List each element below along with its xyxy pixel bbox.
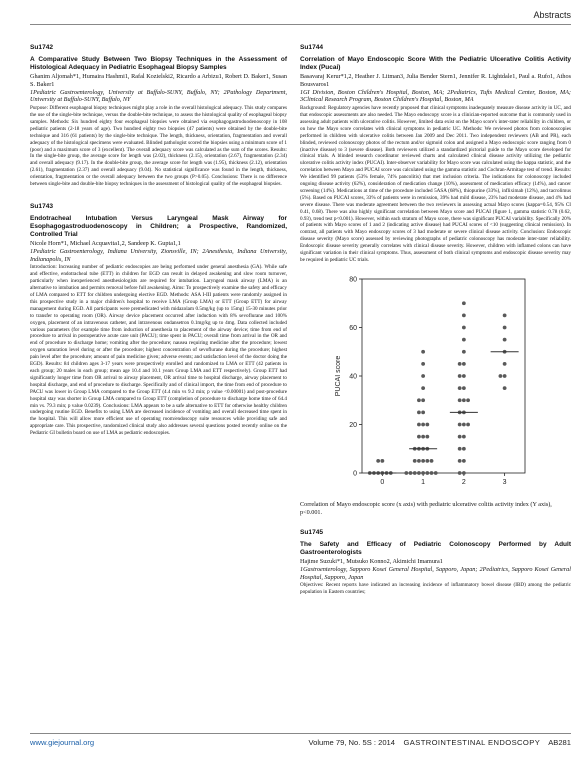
x-tick-label: 1 [421,478,426,486]
abstract-su1742 [30,44,287,188]
data-point [434,471,438,475]
data-point [503,326,507,330]
data-point [417,410,421,414]
data-point [421,386,425,390]
data-point [462,435,466,439]
data-point [466,423,470,427]
data-point [458,435,462,439]
data-point [413,471,417,475]
abstract-authors: Nicole Horn*1, Michael Acquavita1,2, Sandeep K. Gupta1,1 [30,240,181,248]
x-tick-label: 3 [502,478,507,486]
data-point [462,374,466,378]
abstract-body: Introduction: Increasing number of pediatric endoscopies are being performed under general anesthesia (GA). While safe and effective, endotracheal tube (ETT) in children for EGD can result in delayed awakening and slow room turnover, particularly when inexperienced anesthesiologists are required for intubation. Laryngeal mask airway (LMA) is an alternative to intubation and permits removal before full awakening. Aims: To prospectively examine the safety and efficacy of LMA compared to ETT for children undergoing elective EGD. Methods: ASA I-III patients were randomly assigned in this prospective study in a major children's hospital to receive LMA (Group LMA) or ETT (Group ETT) for airway management during EGD. All participants were premedicated with midazolam 0.5mg/kg (up to 15mg) 15-30 minutes prior to transfer to operating room (OR). Airway device placement occurred after induction with 8% sevoflurane and 100% oxygen, placement of an intravenous catheter, and intravenous ondansetron 0.1mg/kg up to 4mg. Data collected included various parameters (for example time from induction of anesthesia to placement of the airway device; time from end of procedure to arrival in postoperative acute care unit (PACU); time spent in PACU; overall time from arrival in the OR and end of procedure to discharge home; vomiting after the procedure; nausea requiring medicine after the procedure; lowest oxygen saturation level during or after the procedure; highest concentration of sevoflurane during the procedure; highest pain level after the procedure; amount of pain medicine given; adverse events; and satisfaction level of the doctor doing the EGD). Results: 84 children ages 3-17 years were prospectively enrolled and randomized to LMA or ETT (42 patients in each group; 20 males in each group; mean age 10.4 and 10.1 years Group LMA and ETT respectively). Group ETT had significantly longer time from OR arrival to airway placement, OR arrival time to hospital discharge, airway placement to hospital discharge, and end of procedure to discharge. Specifically and of clinical import, the time from end of procedure to PACU was lower in Group LMA compared to the Group ETT (4.4 min vs 9.2 min; p value <0.00001) and post-procedure hospital stay was shorter in Group LMA compared to Group ETT (completion of procedure to discharge home time of 64.4 min vs. 79.3 min; p value 0.0239). Conclusions: LMA appears to be a safe alternative to ETT for otherwise healthy children undergoing routine EGD. Benefits to using LMA are decreased incidence of vomiting and overall decreased time spent in the hospital. This will allow more efficient use of operating room/endoscopy suite resources while providing safe and appropriate care. This prospective, randomized clinical study also addresses several questions posted recently online on the Pediatric GI bulletin board on use of LMA as pediatric endoscopies. [30,264,287,437]
data-point [503,386,507,390]
data-point [499,374,503,378]
data-point [421,362,425,366]
figure-1 [300,267,571,497]
data-point [462,386,466,390]
abstract-su1743 [30,203,287,437]
data-point [417,471,421,475]
data-point [430,459,434,463]
abstract-id: Su1744 [300,44,324,51]
data-point [421,423,425,427]
abstract-body: Background: Regulatory agencies have recently proposed that clinical symptoms inadequately measure disease activity in UC, and that endoscopic assessments are also needed. The Mayo endoscopy score is a clinician-reported outcome that is commonly used in assessing adult patients with ulcerative colitis. However, limited data exist on the Mayo score's inter-rater reliability in children, or on how the Mayo score correlates with clinical symptoms in pediatric UC. Methods: We reviewed photos from colonoscopies performed in children with ulcerative colitis between Jan 2009 and Dec 2011. Two independent reviewers (AB and PR), each blinded, reviewed colonoscopy photos of the rectum and/or sigmoid colon and assigned a Mayo endoscopic score ranging from 0 (inactive disease) to 3 (severe disease). Both reviewers utilized a standardized pictorial guide to the Mayo score developed for clinical trials. A blinded research coordinator reviewed charts and calculated clinical disease activity utilizing the pediatric ulcerative colitis activity index (PUCAI). Inter-observer variability for Mayo score was calculated using the kappa statistic, and the correlation between Mayo and PUCAI score was calculated using the gamma statistic and Cochran-Armitage test of trend. Results: We identified 99 patients (53% female, 74% pancolitis) that met inclusion criteria. The indications for colonoscopy included ongoing disease activity (62%), consideration of medication change (10%), assessment of medication efficacy (14%), and cancer screening (14%). Medications at time of the procedure included 5ASA (68%), thiopurine (33%), infliximab (12%), and tacrolimus (5%). Based on PUCAI scores, 33% of patients were in remission, 39% had mild disease, 23% had moderate disease, and 4% had severe disease. There was moderate agreement between the two reviewers in assessing actual Mayo scores (kappa=0.54, 95% CI 0.41, 0.68). There was also highly significant correlation between Mayo score and PUCAI (figure 1, gamma statistic 0.78 (0.62, 0.93), trend test p<0.001). However, within each stratum of Mayo score, there was significant PUCAI variability. Specifically 20% of patients with Mayo scores of 1 and 2 (indicating active disease) had PUCAI scores of <10 (suggesting clinical remission). In contrast, all patients with Mayo endoscopy scores of 3 had moderate or severe clinical disease activity. Conclusion: Endoscopic disease severity (Mayo score) assessed by reviewing photographs of pediatric colonoscopy has moderate inter-rater reliability. Endoscopic disease severity generally correlates with clinical disease severity. However, children with inflamed colons can have significant variation in their clinical symptoms. Thus, assessment of both clinical symptoms and endoscopic disease severity may be required in pediatric UC trials. [300,105,571,264]
data-point [421,374,425,378]
x-tick-label: 0 [380,478,385,486]
y-tick-label: 80 [349,276,357,284]
data-point [425,435,429,439]
volume-info: Volume 79, No. 5S : 2014 [308,738,395,747]
data-point [462,326,466,330]
y-tick-label: 0 [353,470,357,478]
data-point [421,410,425,414]
data-point [417,398,421,402]
abstract-title: A Comparative Study Between Two Biopsy Techniques in the Assessment of Histological Adequacy in Pediatric Esophageal Biopsy Samples [30,55,287,71]
page-number: AB281 [548,738,571,747]
abstract-affiliations: 1Pediatric Gastroenterology, University at Buffalo-SUNY, Buffalo, NY; 2Pathology Department, University at Buffalo-SUNY, Buffalo, NY [30,88,287,104]
data-point [417,435,421,439]
data-point [417,459,421,463]
data-point [421,435,425,439]
data-point [413,459,417,463]
data-point [458,447,462,451]
data-point [458,386,462,390]
abstract-authors: Hajime Suzuki*1, Mutsuko Konno2, Akimichi Imamura1 [300,558,443,566]
y-axis-label: PUCAI score [335,355,342,397]
data-point [421,398,425,402]
data-point [466,398,470,402]
abstract-id: Su1745 [300,529,324,537]
abstract-affiliations: 1Pediatric Gastroenterology, Indiana University, Zionsville, IN; 2Anesthesia, Indiana University, Indianapolis, IN [30,247,287,263]
data-point [425,423,429,427]
data-point [425,459,429,463]
abstract-authors: Ghanim Aljomah*1, Humaira Hashmi1, Rafal Kozielski2, Ricardo a Arbizu1, Robert D. Baker1, Susan S. Baker1 [30,73,287,88]
abstract-id: Su1742 [30,44,54,51]
abstract-title: The Safety and Efficacy of Pediatric Colonoscopy Performed by Adult Gastroenterologists [300,540,571,556]
data-point [376,459,380,463]
data-point [380,459,384,463]
data-point [458,459,462,463]
footer-rule [30,733,571,734]
abstract-affiliations: 1GI Division, Boston Children's Hospital, Boston, MA; 2Pediatrics, Tufts Medical Center, Boston, MA; 3Clinical Research Program, Boston Children's Hospital, Boston, MA [300,88,571,104]
data-point [503,313,507,317]
y-tick-label: 20 [349,421,357,429]
data-point [458,423,462,427]
left-column [30,44,287,437]
figure-caption: Correlation of Mayo endoscopic score (x axis) with pediatric ulcerative colitis activity index (Y axis), p<0.001. [300,500,552,516]
data-point [409,471,413,475]
y-tick-label: 40 [349,373,357,381]
data-point [462,362,466,366]
journal-name: GASTROINTESTINAL ENDOSCOPY [403,738,541,747]
data-point [503,362,507,366]
data-point [462,447,466,451]
data-point [417,423,421,427]
data-point [430,471,434,475]
data-point [462,313,466,317]
right-column [300,44,571,596]
data-point [458,374,462,378]
data-point [458,398,462,402]
data-point [458,362,462,366]
data-point [462,398,466,402]
abstract-affiliations: 1Gastroenterology, Sapporo Kosei General Hospital, Sapporo, Japan; 2Pediatrics, Sapporo Kosei General Hospital, Sapporo, Japan [300,565,571,581]
data-point [421,350,425,354]
abstract-title: Endotracheal Intubation Versus Laryngeal Mask Airway for Esophagogastroduodenoscopy in Children; a Prospective, Randomized, Controlled Trial [30,214,287,239]
data-point [462,459,466,463]
abstract-title: Correlation of Mayo Endoscopic Score With the Pediatric Ulcerative Colitis Activity Index (Pucai) [300,55,571,71]
y-tick-label: 60 [349,324,357,332]
x-tick-label: 2 [461,478,466,486]
abstract-body: Objectives: Recent reports have indicated an increasing incidence of inflammatory bowel disease (IBD) among the pediatric population in Eastern countries; [300,582,571,596]
data-point [404,471,408,475]
abstract-id: Su1743 [30,202,54,210]
journal-website-link[interactable]: www.giejournal.org [30,738,95,747]
data-point [462,423,466,427]
data-point [503,338,507,342]
data-point [421,471,425,475]
header-rule [30,24,571,25]
data-point [462,471,466,475]
data-point [462,301,466,305]
data-point [421,459,425,463]
data-point [458,471,462,475]
abstract-authors: Basavaraj Kerur*1,2, Heather J. Litman3, Julia Bender Stern1, Jennifer R. Lightdale1, Paul a. Rufo1, Athos Bousvaros1 [300,73,571,88]
scatter-chart [300,267,571,497]
abstract-su1745 [300,529,571,596]
data-point [503,374,507,378]
running-head: Abstracts [533,10,571,20]
data-point [462,338,466,342]
data-point [462,350,466,354]
footer-citation [308,738,571,747]
abstract-su1744 [300,44,571,264]
abstract-body: Purpose: Different esophageal biopsy techniques might play a role in the overall histological adequacy. This study compares the use of the single-bite technique, versus the double-bite technique, to assess the histological quality of esophageal biopsy samples. Methods: Six hundred eighty four esophageal biopsies were obtained via esophagogastroduodenoscopy in 108 pediatric patients (2-18 years of age). Two hundred eighty two biopsies (47 patients) were obtained by the double-bite technique and 316 (61 patients) by the single-bite technique. The length, thickness, orientation, fragmentation and overall adequacy of the histological specimens were evaluated. Blinded pathologist scored the biopsies using a minimum score of 1 (poor) and a maximum score of 3 (excellent). The overall adequacy score was calculated as the sum of the scores. Results: In the single-bite group, the average score for length was (2.02), thickness (2.15), orientation (2.67), fragmentation (2.34) and overall adequacy (9.17). In the double-bite group, the average score for length was (1.95), thickness (2.12), orientation (2.61), fragmentation (2.37) and overall adequacy (9.04). No statistical significance was found in the length, thickness, orientation, fragmentation or the overall adequacy between the two groups (P>0.05). Conclusions: There is no difference between single-bite and double-bite biopsy techniques in the assessment of histological quality of the esophageal biopsies. [30,105,287,188]
data-point [425,471,429,475]
